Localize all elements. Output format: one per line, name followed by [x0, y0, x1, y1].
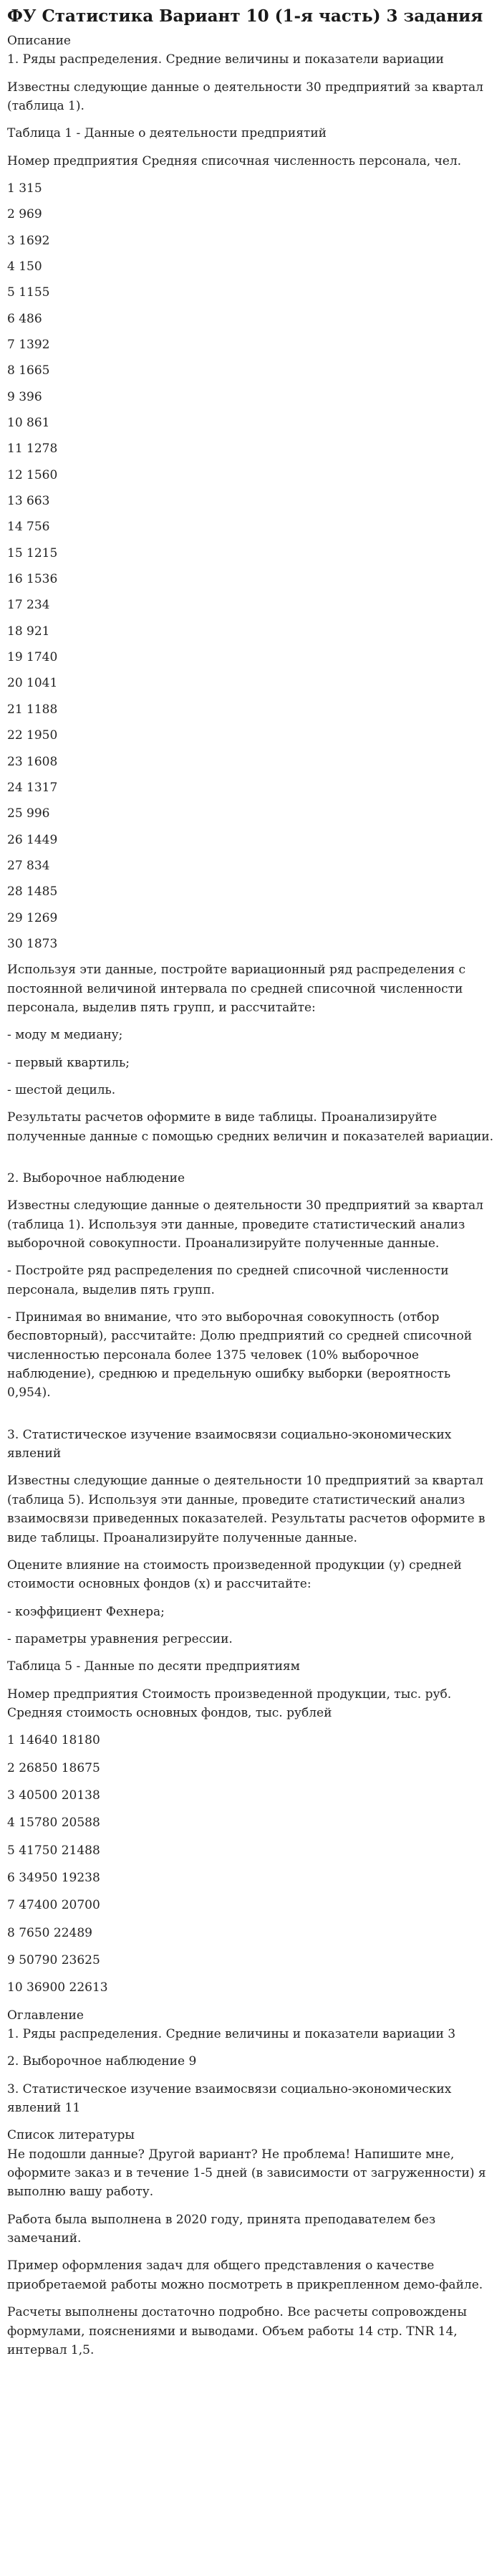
table-row: 9 50790 23625 [7, 1953, 100, 1968]
task1-heading: 1. Ряды распределения. Средние величины и показатели вариации [7, 52, 444, 67]
table-row: 18 921 [7, 624, 50, 639]
page-title: ФУ Статистика Вариант 10 (1-я часть) 3 задания [7, 6, 483, 26]
table-row: 7 1392 [7, 338, 50, 353]
table-row: 24 1317 [7, 780, 58, 795]
table-row: 28 1485 [7, 884, 58, 900]
table-row: 17 234 [7, 598, 50, 613]
table5-title: Таблица 5 - Данные по десяти предприятиям [7, 1659, 300, 1674]
table-row: 30 1873 [7, 936, 58, 951]
table-row: 15 1215 [7, 545, 58, 560]
table-row: 5 41750 21488 [7, 1843, 100, 1858]
task3-instruction: Оцените влияние на стоимость произведенной продукции (y) средней стоимости основных фондов (x) и рассчитайте: [7, 1557, 462, 1592]
task1-conclusion: Результаты расчетов оформите в виде таблицы. Проанализируйте полученные данные с помощью средних величин и показателей вариации. [7, 1110, 494, 1144]
task2-item-sample: - Принимая во внимание, что это выборочная совокупность (отбор бесповторный), рассчитайте: Долю предприятий со средней списочной численностью персонала более 1375 человек (10% выборочное наблюдение), среднюю и предельную ошибку выборки (вероятность 0,954). [7, 1310, 473, 1401]
table-row: 8 1665 [7, 363, 50, 378]
table-row: 3 40500 20138 [7, 1788, 100, 1803]
footer-offer: Не подошли данные? Другой вариант? Не проблема! Напишите мне, оформите заказ и в течение 1-5 дней (в зависимости от загруженности) я выполню вашу работу. [7, 2147, 486, 2200]
table-row: 1 315 [7, 181, 42, 196]
task1-item-sixth-decile: - шестой дециль. [7, 1082, 116, 1097]
description-label: Описание [7, 33, 71, 48]
footer-accepted: Работа была выполнена в 2020 году, принята преподавателем без замечаний. [7, 2212, 436, 2246]
table-row: 25 996 [7, 806, 50, 821]
table1-header: Номер предприятия Средняя списочная численность персонала, чел. [7, 153, 462, 168]
toc-item: 1. Ряды распределения. Средние величины и показатели вариации 3 [7, 2027, 456, 2042]
table-row: 19 1740 [7, 650, 58, 665]
table-row: 10 36900 22613 [7, 1980, 108, 1995]
table-row: 13 663 [7, 494, 50, 509]
table-row: 4 15780 20588 [7, 1816, 100, 1831]
table-row: 4 150 [7, 259, 42, 274]
task1-item-first-quartile: - первый квартиль; [7, 1055, 130, 1070]
table-row: 29 1269 [7, 910, 58, 925]
task1-item-mode-median: - моду м медиану; [7, 1028, 123, 1043]
table-row: 6 34950 19238 [7, 1870, 100, 1885]
footer-demo: Пример оформления задач для общего представления о качестве приобретаемой работы можно посмотреть в прикрепленном демо-файле. [7, 2258, 483, 2292]
table-row: 22 1950 [7, 728, 58, 743]
table-row: 23 1608 [7, 754, 58, 769]
table-row: 21 1188 [7, 702, 58, 717]
task1-intro: Известны следующие данные о деятельности 30 предприятий за квартал (таблица 1). [7, 80, 483, 113]
table-row: 3 1692 [7, 233, 50, 248]
table5-header: Номер предприятия Стоимость произведенной продукции, тыс. руб. Средняя стоимость основных фондов, тыс. рублей [7, 1687, 452, 1720]
table-row: 8 7650 22489 [7, 1925, 92, 1940]
table-row: 5 1155 [7, 285, 50, 300]
table-row: 26 1449 [7, 832, 58, 847]
table-row: 6 486 [7, 311, 42, 326]
task2-intro: Известны следующие данные о деятельности 30 предприятий за квартал (таблица 1). Используя эти данные, проведите статистический анализ выборочной совокупности. Проанализируйте полученные данные. [7, 1198, 483, 1251]
table-row: 1 14640 18180 [7, 1733, 100, 1748]
toc-label: Оглавление [7, 2008, 84, 2023]
table-row: 2 969 [7, 207, 42, 222]
table-row: 2 26850 18675 [7, 1760, 100, 1775]
toc-item: 3. Статистическое изучение взаимосвязи социально-экономических явлений 11 [7, 2081, 452, 2116]
table-row: 11 1278 [7, 442, 58, 457]
table-row: 7 47400 20700 [7, 1898, 100, 1913]
task3-item-regression: - параметры уравнения регрессии. [7, 1631, 233, 1646]
table-row: 27 834 [7, 858, 50, 873]
table5-rows [7, 1731, 495, 1997]
table-row: 10 861 [7, 416, 50, 431]
task3-item-fechner: - коэффициент Фехнера; [7, 1604, 165, 1619]
table1-rows [7, 179, 495, 953]
toc-item: 2. Выборочное наблюдение 9 [7, 2054, 197, 2069]
task3-heading: 3. Статистическое изучение взаимосвязи социально-экономических явлений [7, 1427, 452, 1461]
table-row: 14 756 [7, 520, 50, 535]
table-row: 9 396 [7, 389, 42, 404]
footer-volume: Расчеты выполнены достаточно подробно. Все расчеты сопровождены формулами, пояснениями и выводами. Объем работы 14 стр. TNR 14, интервал 1,5. [7, 2305, 467, 2357]
task1-instruction: Используя эти данные, постройте вариационный ряд распределения с постоянной величиной интервала по средней списочной численности персонала, выделив пять групп, и рассчитайте: [7, 963, 465, 1015]
task2-item-distribution: - Постройте ряд распределения по средней списочной численности персонала, выделив пять групп. [7, 1264, 449, 1297]
table1-title: Таблица 1 - Данные о деятельности предприятий [7, 126, 327, 141]
table-row: 16 1536 [7, 572, 58, 587]
literature-label: Список литературы [7, 2128, 135, 2143]
table-row: 12 1560 [7, 467, 58, 482]
task2-heading: 2. Выборочное наблюдение [7, 1171, 185, 1186]
table-row: 20 1041 [7, 676, 58, 691]
task3-intro: Известны следующие данные о деятельности 10 предприятий за квартал (таблица 5). Используя эти данные, проведите статистический анализ взаимосвязи приведенных показателей. Результаты расчетов оформите в виде таблицы. Проанализируйте полученные данные. [7, 1474, 486, 1545]
